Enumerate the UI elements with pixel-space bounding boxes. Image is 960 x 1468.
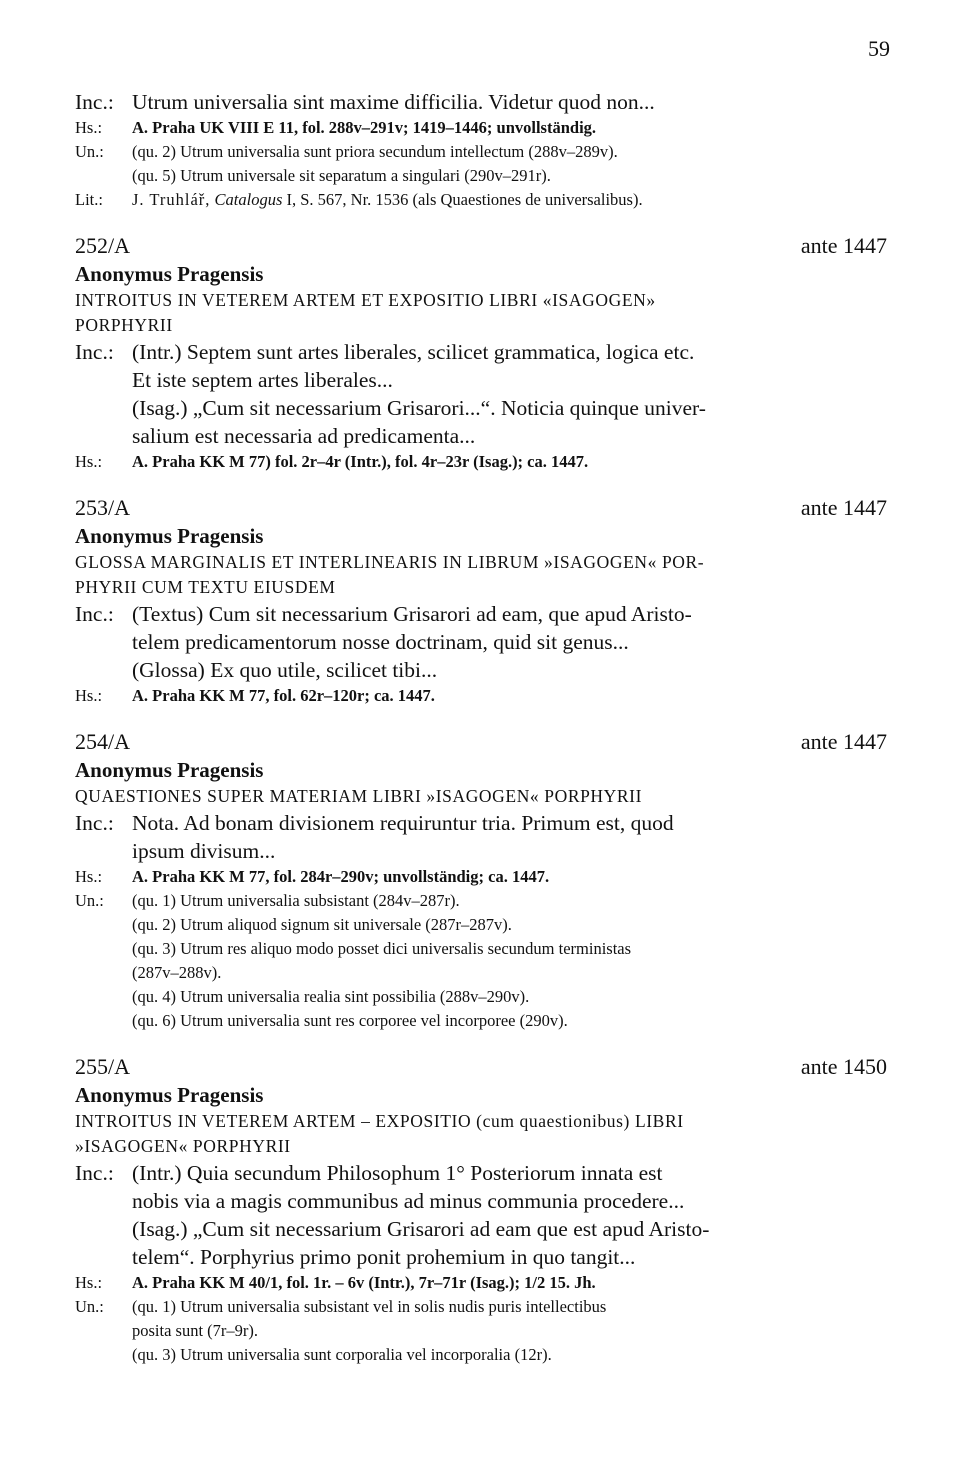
incipit-line (75, 338, 887, 366)
incipit-text: (Isag.) „Cum sit necessarium Grisarori ad eam que est apud Aristo- (132, 1217, 710, 1241)
incipit-text: telem predicamentorum nosse doctrinam, quid sit genus... (132, 630, 629, 654)
question-text: (287v–288v). (132, 963, 222, 982)
inc-label: Inc.: (75, 1161, 114, 1185)
entry-number: 255/A (75, 1054, 130, 1079)
entry-title: PORPHYRII (75, 315, 173, 335)
question-text: (qu. 4) Utrum universalia realia sint possibilia (288v–290v). (132, 987, 530, 1006)
questions-line (75, 1343, 887, 1367)
manuscript-line (75, 116, 887, 140)
literature-line (75, 188, 887, 212)
question-text: (qu. 6) Utrum universalia sunt res corporee vel incorporee (290v). (132, 1011, 568, 1030)
hs-label: Hs.: (75, 867, 103, 886)
un-label: Un.: (75, 142, 104, 161)
lit-label: Lit.: (75, 190, 103, 209)
entry-title: INTROITUS IN VETEREM ARTEM ET EXPOSITIO LIBRI «ISAGOGEN» (75, 290, 656, 310)
incipit-line (75, 422, 887, 450)
incipit-text: (Intr.) Quia secundum Philosophum 1° Posteriorum innata est (132, 1161, 663, 1185)
question-text: (qu. 2) Utrum aliquod signum sit universale (287r–287v). (132, 915, 512, 934)
questions-line (75, 937, 887, 961)
manuscript-line (75, 865, 887, 889)
incipit-line (75, 628, 887, 656)
entry-author: Anonymus Pragensis (75, 1083, 264, 1107)
questions-line (75, 164, 887, 188)
entry-title: QUAESTIONES SUPER MATERIAM LIBRI »ISAGOGEN« PORPHYRII (75, 786, 643, 806)
hs-label: Hs.: (75, 686, 103, 705)
incipit-line (75, 394, 887, 422)
question-text: (qu. 5) Utrum universale sit separatum a singulari (290v–291r). (132, 166, 551, 185)
questions-line (75, 961, 887, 985)
entry-date: ante 1447 (800, 495, 887, 520)
incipit-line (75, 837, 887, 865)
question-text: posita sunt (7r–9r). (132, 1321, 259, 1340)
questions-line (75, 1319, 887, 1343)
page-content (75, 88, 887, 1367)
incipit-text: Utrum universalia sint maxime difficilia. Videtur quod non... (132, 90, 655, 114)
questions-line (75, 913, 887, 937)
incipit-text: (Intr.) Septem sunt artes liberales, scilicet grammatica, logica etc. (132, 340, 695, 364)
entry-number: 252/A (75, 233, 130, 258)
page-number: 59 (868, 36, 890, 61)
manuscript-line (75, 450, 887, 474)
incipit-line (75, 366, 887, 394)
un-label: Un.: (75, 891, 104, 910)
entry-header (75, 232, 887, 260)
catalog-entry (75, 728, 887, 1033)
incipit-line (75, 809, 887, 837)
inc-label: Inc.: (75, 90, 114, 114)
inc-label: Inc.: (75, 340, 114, 364)
incipit-line (75, 1243, 887, 1271)
catalog-entry (75, 232, 887, 474)
entry-date: ante 1447 (800, 233, 887, 258)
entry-author: Anonymus Pragensis (75, 758, 264, 782)
questions-line (75, 889, 887, 913)
questions-line (75, 140, 887, 164)
incipit-line (75, 600, 887, 628)
entry-header (75, 494, 887, 522)
question-text: (qu. 1) Utrum universalia subsistant vel in solis nudis puris intellectibus (132, 1297, 607, 1316)
entry-date: ante 1450 (800, 1054, 887, 1079)
incipit-line (75, 1215, 887, 1243)
catalog-entry (75, 1053, 887, 1367)
manuscript-line (75, 684, 887, 708)
hs-label: Hs.: (75, 452, 103, 471)
entry-header (75, 1053, 887, 1081)
hs-label: Hs.: (75, 1273, 103, 1292)
entry-author: Anonymus Pragensis (75, 262, 264, 286)
question-text: (qu. 2) Utrum universalia sunt priora secundum intellectum (288v–289v). (132, 142, 618, 161)
entry-title: GLOSSA MARGINALIS ET INTERLINEARIS IN LIBRUM »ISAGOGEN« POR- (75, 552, 705, 572)
incipit-text: (Glossa) Ex quo utile, scilicet tibi... (132, 658, 438, 682)
manuscript-text: A. Praha KK M 77) fol. 2r–4r (Intr.), fol. 4r–23r (Isag.); ca. 1447. (132, 452, 589, 471)
manuscript-text: A. Praha KK M 77, fol. 62r–120r; ca. 1447. (132, 686, 435, 705)
question-text: (qu. 3) Utrum universalia sunt corporalia vel incorporalia (12r). (132, 1345, 552, 1364)
incipit-text: (Textus) Cum sit necessarium Grisarori ad eam, que apud Aristo- (132, 602, 692, 626)
questions-line (75, 1009, 887, 1033)
incipit-line (75, 656, 887, 684)
question-text: (qu. 3) Utrum res aliquo modo posset dici universalis secundum terministas (132, 939, 632, 958)
entry-title: PHYRII CUM TEXTU EIUSDEM (75, 577, 336, 597)
manuscript-text: A. Praha KK M 77, fol. 284r–290v; unvollständig; ca. 1447. (132, 867, 550, 886)
questions-line (75, 985, 887, 1009)
questions-line (75, 1295, 887, 1319)
entry-number: 253/A (75, 495, 130, 520)
entry-date: ante 1447 (800, 729, 887, 754)
inc-label: Inc.: (75, 811, 114, 835)
incipit-text: telem“. Porphyrius primo ponit prohemium in quo tangit... (132, 1245, 636, 1269)
incipit-line (75, 1159, 887, 1187)
literature-text: J. Truhlář, Catalogus I, S. 567, Nr. 1536 (als Quaestiones de universalibus). (132, 190, 643, 209)
manuscript-text: A. Praha UK VIII E 11, fol. 288v–291v; 1419–1446; unvollständig. (132, 118, 597, 137)
incipit-text: salium est necessaria ad predicamenta... (132, 424, 476, 448)
previous-entry-tail (75, 88, 887, 212)
incipit-text: Et iste septem artes liberales... (132, 368, 393, 392)
hs-label: Hs.: (75, 118, 103, 137)
manuscript-text: A. Praha KK M 40/1, fol. 1r. – 6v (Intr.), 7r–71r (Isag.); 1/2 15. Jh. (132, 1273, 596, 1292)
entry-header (75, 728, 887, 756)
question-text: (qu. 1) Utrum universalia subsistant (284v–287r). (132, 891, 460, 910)
entry-title: INTROITUS IN VETEREM ARTEM – EXPOSITIO (cum quaestionibus) LIBRI (75, 1111, 684, 1131)
inc-label: Inc.: (75, 602, 114, 626)
incipit-text: Nota. Ad bonam divisionem requiruntur tria. Primum est, quod (132, 811, 674, 835)
incipit-text: nobis via a magis communibus ad minus communia procedere... (132, 1189, 685, 1213)
incipit-line (75, 88, 887, 116)
incipit-line (75, 1187, 887, 1215)
incipit-text: ipsum divisum... (132, 839, 276, 863)
catalog-entry (75, 494, 887, 708)
entry-number: 254/A (75, 729, 130, 754)
incipit-text: (Isag.) „Cum sit necessarium Grisarori...“. Noticia quinque univer- (132, 396, 706, 420)
un-label: Un.: (75, 1297, 104, 1316)
entry-author: Anonymus Pragensis (75, 524, 264, 548)
entry-title: »ISAGOGEN« PORPHYRII (75, 1136, 291, 1156)
manuscript-line (75, 1271, 887, 1295)
